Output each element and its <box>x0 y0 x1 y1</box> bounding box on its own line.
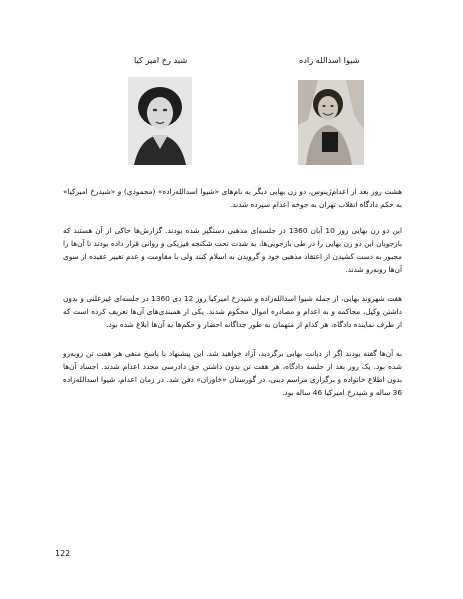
photo-caption-shidrokh: شید رخ امیر کیا <box>134 55 188 65</box>
page-number: 122 <box>55 549 71 558</box>
paragraph-4: به آن‌ها گفته بودند اگر از دیانت بهایی برگردید، آزاد خواهید شد. این پیشنهاد با پاسخ منفی هر هفت تن روبه‌رو شده بود. یک روز بعد از جلسه دادگاه، هر هفت تن بدون داشتن حق دادرسی مجدد اعدام شدند. اجساد آن‌ها بدون اطلاع خانواده و برگزاری مراسم دینی، در گورستان «خاوران» دفن شد. در زمان اعدام، شیوا اسدالله‌زاده 36 ساله و شیدرخ امیرکیا 46 ساله بود. <box>63 349 402 397</box>
paragraph-1: هشت روز بعد از اعدام‌ژینوس، دو زن بهایی دیگر به نام‌های «شیوا اسدالله‌زاده» (محمودی) و «شیدرخ امیرکیا» به حکم دادگاه انقلاب تهران به جوخه اعدام سپرده شدند. <box>63 187 402 209</box>
paragraph-2: این دو زن بهایی روز 10 آبان 1360 در جلسه‌ای مذهبی دستگیر شده بودند. گزارش‌ها حاکی از آن هستند که بازجویان این دو زن بهایی را در طی بازجویی‌ها، به شدت تحت شکنجه فیزیکی و روانی قرار داده بودند تا آن‌ها را مجبور به دست کشیدن از اعتقاد مذهبی خود و گرویدن به اسلام کنند ولی با مقاومت و عدم تغییر عقیده از سوی آن‌ها روبه‌رو شدند. <box>63 226 402 274</box>
paragraph-3: هفت شهروند بهایی، از جمله شیوا اسدالله‌زاده و شیدرخ امیرکیا روز 12 دی 1360 در جلسه‌ای غیرعلنی و بدون داشتن وکیل، محاکمه و به اعدام و مصادره اموال محکوم شدند. یکی از همبندی‌های آن‌ها تعریف کرده است که از طرف نماینده دادگاه، هر کدام از متهمان به طور جداگانه احضار و حکم‌ها به آن‌ها ابلاغ شده بود. <box>63 294 402 329</box>
portrait-photo-shidrokh <box>128 77 192 165</box>
portrait-photo-shiva <box>298 80 364 165</box>
photo-caption-shiva: شیوا اسدالله زاده <box>299 55 360 65</box>
